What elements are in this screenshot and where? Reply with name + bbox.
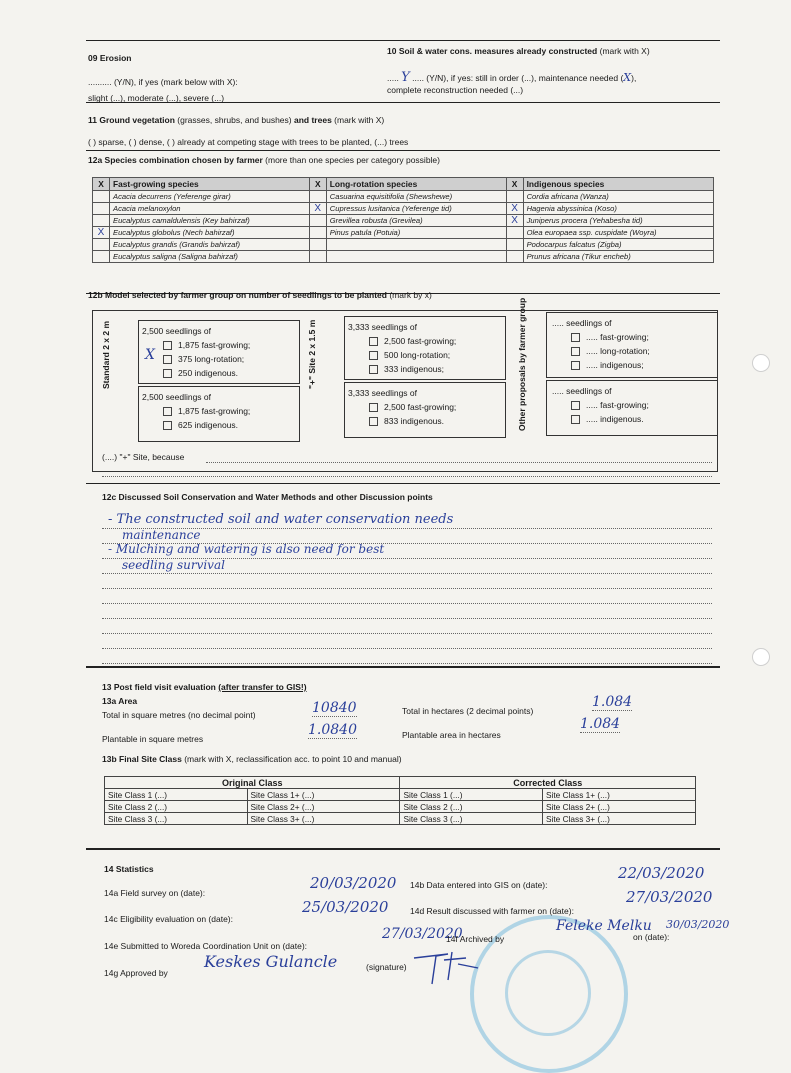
std-b-item: 1,875 fast-growing; <box>163 406 250 416</box>
section-statistics <box>86 848 730 985</box>
other-option-b[interactable] <box>546 380 718 436</box>
stat-c-label: 14c Eligibility evaluation on (date): <box>104 914 233 924</box>
punch-hole <box>752 648 770 666</box>
site-a-item: 333 indigenous; <box>369 364 444 374</box>
site-b-title: 3,333 seedlings of <box>348 388 417 398</box>
indig-mark-cell[interactable]: X <box>506 203 523 215</box>
corrected-class-cell[interactable]: Site Class 3 (...) <box>400 813 543 825</box>
ha-label: Total in hectares (2 decimal points) <box>402 706 534 716</box>
oth-b-item: ..... indigenous. <box>571 414 644 424</box>
long-species-cell: Grevillea robusta (Grevilea) <box>326 215 506 227</box>
stat-d-label: 14d Result discussed with farmer on (date): <box>410 906 574 916</box>
std-b-title: 2,500 seedlings of <box>142 392 211 402</box>
area-title: 13a Area <box>102 696 138 706</box>
corrected-class-plus-cell[interactable]: Site Class 2+ (...) <box>543 801 696 813</box>
long-mark-cell[interactable]: X <box>309 203 326 215</box>
site-a-title: 3,333 seedlings of <box>348 322 417 332</box>
stat-c-value[interactable]: 25/03/2020 <box>302 898 389 916</box>
std-b-item: 625 indigenous. <box>163 420 238 430</box>
fast-mark-cell[interactable]: X <box>93 227 110 239</box>
stat-a-label: 14a Field survey on (date): <box>104 888 206 898</box>
original-class-cell[interactable]: Site Class 3 (...) <box>105 813 248 825</box>
original-class-cell[interactable]: Site Class 2 (...) <box>105 801 248 813</box>
oth-a-title: ..... seedlings of <box>552 318 612 328</box>
original-class-plus-cell[interactable]: Site Class 2+ (...) <box>247 801 400 813</box>
swc-second: complete reconstruction needed (...) <box>387 85 524 95</box>
ground-title: 11 Ground vegetation (grasses, shrubs, and bushes) and trees (mark with X) <box>88 115 385 125</box>
other-label: Other proposals by farmer group <box>517 297 527 431</box>
oth-b-title: ..... seedlings of <box>552 386 612 396</box>
corrected-class-plus-cell[interactable]: Site Class 1+ (...) <box>543 789 696 801</box>
site-b-item: 833 indigenous. <box>369 416 444 426</box>
stat-e-label: 14e Submitted to Woreda Coordination Unit on (date): <box>104 941 308 951</box>
erosion-levels: slight (...), moderate (...), severe (...) <box>88 93 225 103</box>
fast-mark-cell[interactable] <box>93 191 110 203</box>
species-title: 12a Species combination chosen by farmer (more than one species per category possible) <box>88 155 440 165</box>
siteclass-table <box>104 776 696 825</box>
because-line-2[interactable] <box>102 476 712 477</box>
stat-b-label: 14b Data entered into GIS on (date): <box>410 880 548 890</box>
discussion-line: - Mulching and watering is also need for best <box>108 542 385 556</box>
swc-title: 10 Soil & water cons. measures already constructed (mark with X) <box>387 46 650 56</box>
ha-value[interactable]: 1.084 <box>592 694 633 710</box>
indig-mark-cell[interactable]: X <box>506 215 523 227</box>
stat-b-value[interactable]: 22/03/2020 <box>618 864 705 882</box>
siteclass-title: 13b Final Site Class (mark with X, reclassification acc. to point 10 and manual) <box>102 754 402 764</box>
stat-g-sig: (signature) <box>366 962 407 972</box>
fast-mark-cell[interactable] <box>93 203 110 215</box>
fast-species-cell: Acacia decurrens (Yeferenge girar) <box>110 191 310 203</box>
site-b-item: 2,500 fast-growing; <box>369 402 456 412</box>
maintenance-mark: X <box>623 71 632 84</box>
fast-species-cell: Eucalyptus grandis (Grandis bahirzaf) <box>110 239 310 251</box>
standard-label: Standard 2 x 2 m <box>101 320 111 389</box>
species-table <box>92 177 714 263</box>
long-species-cell: Cupressus lusitanica (Yeferenge tid) <box>326 203 506 215</box>
long-mark-cell[interactable] <box>309 239 326 251</box>
stat-a-value[interactable]: 20/03/2020 <box>310 874 397 892</box>
corrected-class-cell[interactable]: Site Class 1 (...) <box>400 789 543 801</box>
sqm-label: Total in square metres (no decimal point) <box>102 710 256 720</box>
species-row <box>93 203 714 215</box>
original-class-plus-cell[interactable]: Site Class 1+ (...) <box>247 789 400 801</box>
fast-mark-cell[interactable] <box>93 239 110 251</box>
long-species-cell <box>326 251 506 263</box>
mark-header: X <box>309 178 326 191</box>
corrected-class-header: Corrected Class <box>400 777 696 789</box>
stats-title: 14 Statistics <box>104 864 154 874</box>
erosion-question: .......... (Y/N), if yes (mark below with X): <box>88 77 238 87</box>
section-post-field <box>86 666 720 848</box>
section-discussion <box>86 483 720 664</box>
corrected-class-cell[interactable]: Site Class 2 (...) <box>400 801 543 813</box>
stat-f-name[interactable]: Feleke Melku <box>556 918 652 934</box>
long-species-cell: Casuarina equisitifolia (Shewshewe) <box>326 191 506 203</box>
oth-a-item: ..... fast-growing; <box>571 332 649 342</box>
mark-header: X <box>93 178 110 191</box>
species-row <box>93 191 714 203</box>
original-class-header: Original Class <box>105 777 400 789</box>
long-mark-cell[interactable] <box>309 191 326 203</box>
long-species-cell <box>326 239 506 251</box>
std-a-title: 2,500 seedlings of <box>142 326 211 336</box>
plant-ha-value[interactable]: 1.084 <box>580 716 621 732</box>
species-row <box>93 251 714 263</box>
site-option-b[interactable] <box>344 382 506 438</box>
species-row <box>93 239 714 251</box>
std-a-mark: X <box>145 347 155 363</box>
stat-e-value[interactable]: 27/03/2020 <box>382 926 463 942</box>
original-class-cell[interactable]: Site Class 1 (...) <box>105 789 248 801</box>
fast-mark-cell[interactable] <box>93 215 110 227</box>
long-mark-cell[interactable] <box>309 215 326 227</box>
indig-species-cell: Cordia africana (Wanza) <box>523 191 713 203</box>
post-title: 13 Post field visit evaluation (after transfer to GIS!) <box>102 682 307 692</box>
species-row <box>93 215 714 227</box>
fast-species-cell: Eucalyptus camaldulensis (Key bahirzaf) <box>110 215 310 227</box>
because-label: (....) "+" Site, because <box>102 452 185 462</box>
fast-species-cell: Acacia melanoxylon <box>110 203 310 215</box>
oth-b-item: ..... fast-growing; <box>571 400 649 410</box>
corrected-class-plus-cell[interactable]: Site Class 3+ (...) <box>543 813 696 825</box>
discussion-line: maintenance <box>122 528 201 542</box>
section-ground-vegetation <box>86 102 720 149</box>
std-option-a[interactable] <box>138 320 300 384</box>
stat-f-date[interactable]: 30/03/2020 <box>666 918 730 931</box>
section-model <box>86 290 720 480</box>
fast-mark-cell[interactable] <box>93 251 110 263</box>
indig-species-cell: Prunus africana (Tikur encheb) <box>523 251 713 263</box>
plant-sqm-value[interactable]: 1.0840 <box>308 722 357 738</box>
species-row <box>93 227 714 239</box>
section-erosion-swc <box>86 40 720 101</box>
model-title: 12b Model selected by farmer group on number of seedlings to be planted (mark by x) <box>88 290 432 300</box>
swc-question: ..... Y ..... (Y/N), if yes: still in order (...), maintenance needed (X), <box>387 70 637 85</box>
plant-sqm-label: Plantable in square metres <box>102 734 204 744</box>
long-header: Long-rotation species <box>326 178 506 191</box>
site-a-item: 2,500 fast-growing; <box>369 336 456 346</box>
discussion-title: 12c Discussed Soil Conservation and Water Methods and other Discussion points <box>102 492 433 502</box>
long-species-cell: Pinus patula (Potuia) <box>326 227 506 239</box>
indig-species-cell: Podocarpus falcatus (Zigba) <box>523 239 713 251</box>
site-option-a[interactable] <box>344 316 506 380</box>
indig-mark-cell[interactable] <box>506 239 523 251</box>
indig-mark-cell[interactable] <box>506 227 523 239</box>
swc-answer: Y <box>401 70 410 85</box>
site-label: "+" Site 2 x 1.5 m <box>307 319 317 389</box>
indig-species-cell: Hagenia abyssinica (Koso) <box>523 203 713 215</box>
because-line[interactable] <box>206 462 712 463</box>
std-a-item: 1,875 fast-growing; <box>163 340 250 350</box>
std-a-item: 250 indigenous. <box>163 368 238 378</box>
std-a-item: 375 long-rotation; <box>163 354 244 364</box>
oth-a-item: ..... long-rotation; <box>571 346 650 356</box>
stat-g-label: 14g Approved by <box>104 968 168 978</box>
discussion-line: seedling survival <box>122 558 225 572</box>
discussion-line: - The constructed soil and water conservation needs <box>108 512 454 527</box>
indig-mark-cell[interactable] <box>506 251 523 263</box>
long-mark-cell[interactable] <box>309 251 326 263</box>
mark-header: X <box>506 178 523 191</box>
long-mark-cell[interactable] <box>309 227 326 239</box>
indig-header: Indigenous species <box>523 178 713 191</box>
erosion-title: 09 Erosion <box>88 53 132 63</box>
oth-a-item: ..... indigenous; <box>571 360 644 370</box>
stat-f-on: on (date): <box>633 932 670 942</box>
original-class-plus-cell[interactable]: Site Class 3+ (...) <box>247 813 400 825</box>
indig-species-cell: Olea europaea ssp. cuspidate (Woyra) <box>523 227 713 239</box>
indig-species-cell: Juniperus procera (Yehabesha tid) <box>523 215 713 227</box>
stat-g-value[interactable]: Keskes Gulancle <box>204 952 338 971</box>
punch-hole <box>752 354 770 372</box>
fast-header: Fast-growing species <box>110 178 310 191</box>
site-a-item: 500 long-rotation; <box>369 350 450 360</box>
fast-species-cell: Eucalyptus saligna (Saligna bahirzaf) <box>110 251 310 263</box>
section-species <box>86 150 720 296</box>
std-option-b[interactable] <box>138 386 300 442</box>
stat-f-label: 14f Archived by <box>446 934 505 944</box>
sqm-value[interactable]: 10840 <box>312 700 357 716</box>
handwritten-signature <box>408 946 482 986</box>
form-page <box>86 40 730 990</box>
other-option-a[interactable] <box>546 312 718 378</box>
stat-d-value[interactable]: 27/03/2020 <box>626 888 713 906</box>
fast-species-cell: Eucalyptus globolus (Nech bahirzaf) <box>110 227 310 239</box>
plant-ha-label: Plantable area in hectares <box>402 730 501 740</box>
ground-options: ( ) sparse, ( ) dense, ( ) already at competing stage with trees to be planted, (...) trees <box>88 137 409 147</box>
indig-mark-cell[interactable] <box>506 191 523 203</box>
